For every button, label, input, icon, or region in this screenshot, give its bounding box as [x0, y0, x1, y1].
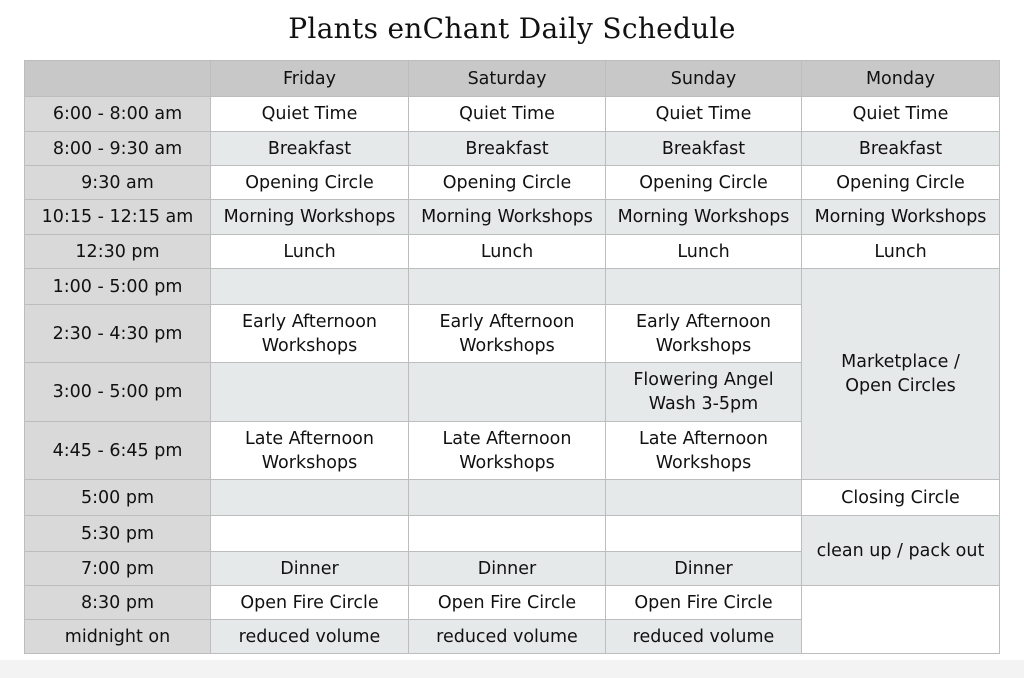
empty-cell: [606, 516, 802, 552]
event-cell: [211, 305, 409, 363]
time-cell: 9:30 am: [25, 166, 211, 200]
time-cell: 3:00 - 5:00 pm: [25, 363, 211, 422]
event-cell: Opening Circle: [606, 166, 802, 200]
event-cell: reduced volume: [211, 620, 409, 654]
schedule-title: Plants enChant Daily Schedule: [288, 12, 736, 45]
table-row: [25, 200, 1000, 235]
empty-cell: [211, 363, 409, 422]
day-header-friday: Friday: [211, 61, 409, 97]
event-cell: [409, 305, 606, 363]
page-bottom-edge: [0, 660, 1024, 678]
event-cell: Breakfast: [802, 132, 1000, 166]
event-line: Late Afternoon: [639, 428, 768, 449]
day-header-monday: Monday: [802, 61, 1000, 97]
event-cell: Breakfast: [211, 132, 409, 166]
table-row: [25, 166, 1000, 200]
time-cell: 12:30 pm: [25, 235, 211, 269]
event-cell: Morning Workshops: [802, 200, 1000, 235]
table-row: [25, 132, 1000, 166]
event-line: Wash 3-5pm: [648, 394, 759, 414]
event-cell: Open Fire Circle: [211, 586, 409, 620]
event-line: Open Circles: [845, 376, 956, 396]
event-line: Flowering Angel: [633, 370, 774, 390]
table-row: [25, 235, 1000, 269]
table-row: [25, 516, 1000, 552]
empty-cell: [211, 269, 409, 305]
time-cell: midnight on: [25, 620, 211, 654]
event-cell: [409, 422, 606, 480]
event-cell: Open Fire Circle: [606, 586, 802, 620]
event-cell: Lunch: [211, 235, 409, 269]
event-line: Workshops: [655, 452, 752, 473]
time-cell: 10:15 - 12:15 am: [25, 200, 211, 235]
time-cell: 4:45 - 6:45 pm: [25, 422, 211, 480]
time-cell: 5:30 pm: [25, 516, 211, 552]
event-line: Workshops: [261, 452, 358, 473]
empty-cell: [606, 480, 802, 516]
event-cell: Dinner: [606, 552, 802, 586]
event-cell: Dinner: [409, 552, 606, 586]
event-cell: Quiet Time: [211, 97, 409, 132]
time-cell: 6:00 - 8:00 am: [25, 97, 211, 132]
event-cell: Open Fire Circle: [409, 586, 606, 620]
time-cell: 8:00 - 9:30 am: [25, 132, 211, 166]
event-cell: reduced volume: [606, 620, 802, 654]
event-cell: Quiet Time: [606, 97, 802, 132]
schedule-table: [24, 60, 1000, 654]
event-line: Workshops: [459, 452, 555, 473]
table-row: [25, 480, 1000, 516]
time-cell: 2:30 - 4:30 pm: [25, 305, 211, 363]
event-line: Early Afternoon: [635, 311, 772, 332]
event-cell: Opening Circle: [409, 166, 606, 200]
event-line: Workshops: [655, 335, 752, 356]
time-cell: 8:30 pm: [25, 586, 211, 620]
empty-cell: [409, 363, 606, 422]
empty-cell: [802, 586, 1000, 654]
table-row: [25, 97, 1000, 132]
table-row: [25, 586, 1000, 620]
corner-cell: [25, 61, 211, 97]
event-cell: [606, 422, 802, 480]
time-cell: 1:00 - 5:00 pm: [25, 269, 211, 305]
event-line: Late Afternoon: [245, 428, 374, 449]
event-line: Late Afternoon: [442, 428, 572, 449]
time-cell: 7:00 pm: [25, 552, 211, 586]
event-cell: Dinner: [211, 552, 409, 586]
event-line: Early Afternoon: [439, 311, 575, 332]
day-header-saturday: Saturday: [409, 61, 606, 97]
event-cell: Morning Workshops: [606, 200, 802, 235]
event-cell: Lunch: [802, 235, 1000, 269]
empty-cell: [409, 269, 606, 305]
event-cell: [606, 305, 802, 363]
event-cell: Quiet Time: [409, 97, 606, 132]
empty-cell: [211, 516, 409, 552]
event-cell: Morning Workshops: [211, 200, 409, 235]
day-header-sunday: Sunday: [606, 61, 802, 97]
event-cell: Opening Circle: [211, 166, 409, 200]
empty-cell: [606, 269, 802, 305]
event-line: Marketplace /: [841, 352, 960, 372]
event-cell-marketplace: [802, 269, 1000, 480]
event-line: Early Afternoon: [241, 311, 378, 332]
event-cell: Quiet Time: [802, 97, 1000, 132]
event-cell-clean-up: clean up / pack out: [802, 516, 1000, 586]
event-cell: reduced volume: [409, 620, 606, 654]
empty-cell: [409, 480, 606, 516]
event-cell: Closing Circle: [802, 480, 1000, 516]
event-cell: [606, 363, 802, 422]
time-cell: 5:00 pm: [25, 480, 211, 516]
event-cell: Lunch: [409, 235, 606, 269]
event-cell: Opening Circle: [802, 166, 1000, 200]
event-line: Workshops: [261, 335, 358, 356]
event-cell: [211, 422, 409, 480]
event-line: Workshops: [459, 335, 555, 356]
event-cell: Lunch: [606, 235, 802, 269]
event-cell: Breakfast: [409, 132, 606, 166]
header-row: [25, 61, 1000, 97]
event-cell: Breakfast: [606, 132, 802, 166]
empty-cell: [211, 480, 409, 516]
table-row: [25, 269, 1000, 305]
event-cell: Morning Workshops: [409, 200, 606, 235]
empty-cell: [409, 516, 606, 552]
